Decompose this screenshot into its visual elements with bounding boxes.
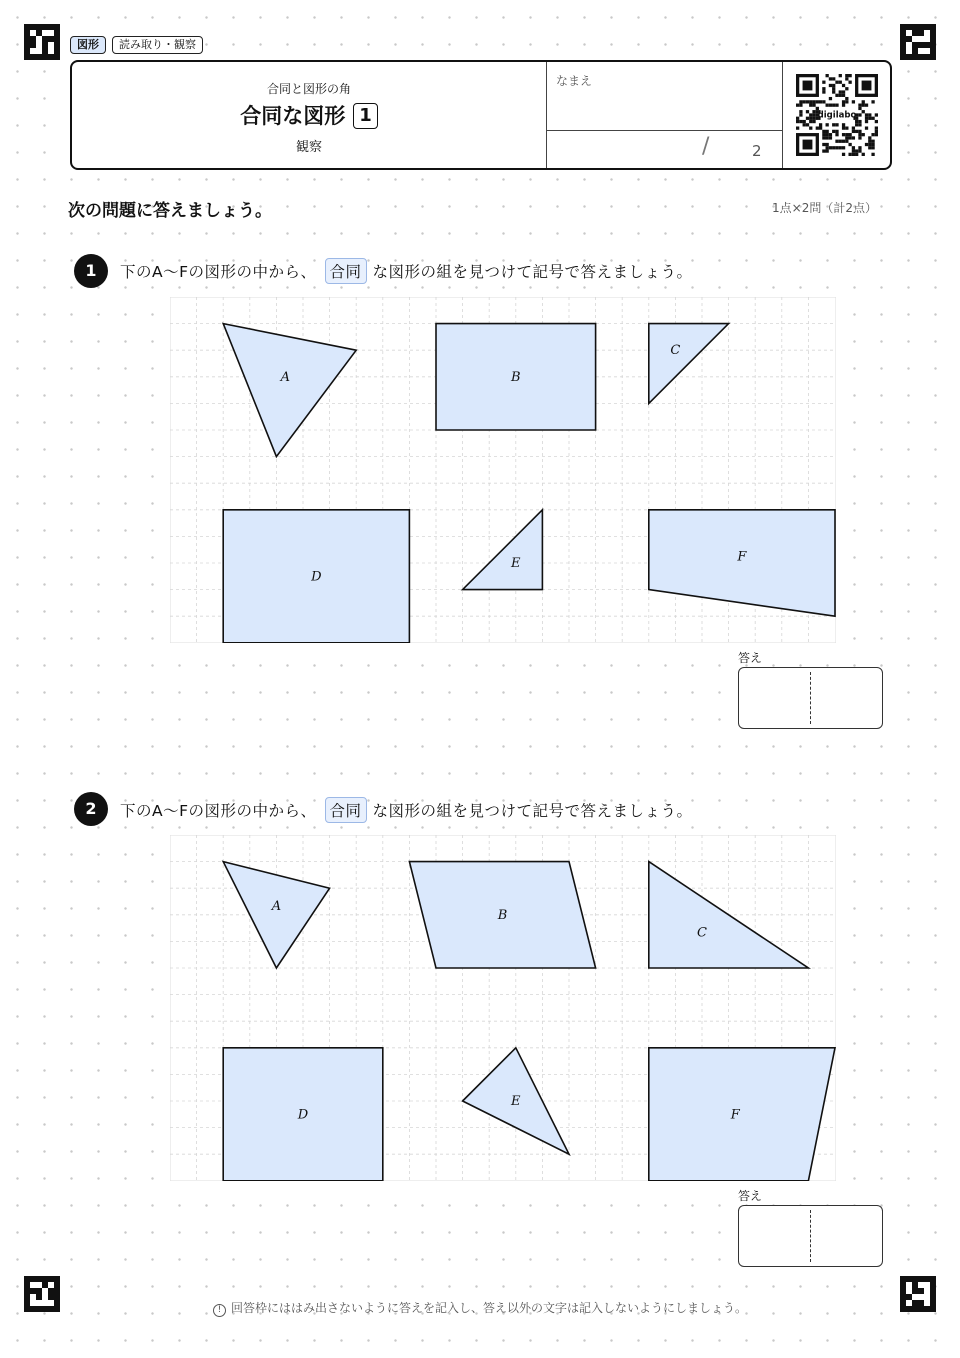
shape-label-f: F bbox=[737, 549, 747, 565]
question-text bbox=[120, 258, 693, 284]
category-label: 観察 bbox=[295, 140, 322, 155]
answer-divider bbox=[810, 672, 811, 724]
shape-label-e: E bbox=[511, 556, 521, 571]
footer-note bbox=[0, 1299, 960, 1317]
tag-list bbox=[70, 36, 203, 54]
shape-label-c: C bbox=[670, 343, 681, 359]
answer-box[interactable] bbox=[738, 1205, 883, 1267]
question-number: 2 bbox=[74, 792, 108, 826]
keyword-highlight: 合同 bbox=[325, 258, 367, 284]
page-title bbox=[72, 100, 546, 130]
unit-subtitle: 合同と図形の角 bbox=[266, 82, 351, 96]
instruction: 次の問題に答えましょう。 bbox=[68, 201, 272, 221]
qr-label: digilabo bbox=[817, 110, 857, 121]
footer-text: 回答枠にははみ出さないように答えを記入し、答え以外の文字は記入しないようにしましょう。 bbox=[230, 1301, 747, 1315]
points-info: 1点×2問（計2点） bbox=[772, 201, 877, 215]
title-number: 1 bbox=[353, 103, 378, 129]
question-text-after: な図形の組を見つけて記号で答えましょう。 bbox=[372, 263, 693, 281]
question-text-after: な図形の組を見つけて記号で答えましょう。 bbox=[372, 802, 693, 820]
answer-label: 答え bbox=[738, 1189, 763, 1203]
question-text-before: 下のA～Fの図形の中から、 bbox=[120, 263, 317, 281]
header-divider bbox=[546, 62, 547, 168]
question-number: 1 bbox=[74, 254, 108, 288]
worksheet-header bbox=[70, 60, 892, 170]
score-total: 2 bbox=[752, 142, 762, 160]
tag-subject: 図形 bbox=[70, 36, 106, 54]
tag-skill: 読み取り・観察 bbox=[112, 36, 203, 54]
answer-box[interactable] bbox=[738, 667, 883, 729]
shape-f bbox=[649, 1048, 835, 1181]
keyword-highlight: 合同 bbox=[325, 797, 367, 823]
shape-label-d: D bbox=[311, 569, 322, 585]
marker-top-left bbox=[24, 24, 60, 60]
question-text-before: 下のA～Fの図形の中から、 bbox=[120, 802, 317, 820]
shape-label-c: C bbox=[697, 925, 707, 941]
shape-grid bbox=[170, 835, 836, 1181]
shape-label-a: A bbox=[280, 369, 290, 385]
title-area bbox=[72, 62, 546, 168]
shape-grid bbox=[170, 297, 836, 643]
shape-label-f: F bbox=[730, 1107, 740, 1123]
title-text: 合同な図形 bbox=[240, 104, 346, 128]
info-icon: ! bbox=[213, 1304, 226, 1317]
shape-label-b: B bbox=[497, 907, 508, 923]
answer-label: 答え bbox=[738, 651, 763, 665]
qr-code bbox=[796, 74, 878, 156]
answer-divider bbox=[810, 1210, 811, 1262]
shape-label-d: D bbox=[297, 1107, 309, 1123]
shape-label-e: E bbox=[511, 1094, 521, 1109]
question-text bbox=[120, 797, 693, 823]
shape-label-b: B bbox=[511, 369, 521, 385]
score-slash: / bbox=[702, 134, 710, 159]
name-field-label: なまえ bbox=[556, 74, 593, 88]
header-row-divider bbox=[546, 130, 782, 131]
marker-top-right bbox=[900, 24, 936, 60]
shape-label-a: A bbox=[271, 898, 282, 914]
header-divider bbox=[782, 62, 783, 168]
